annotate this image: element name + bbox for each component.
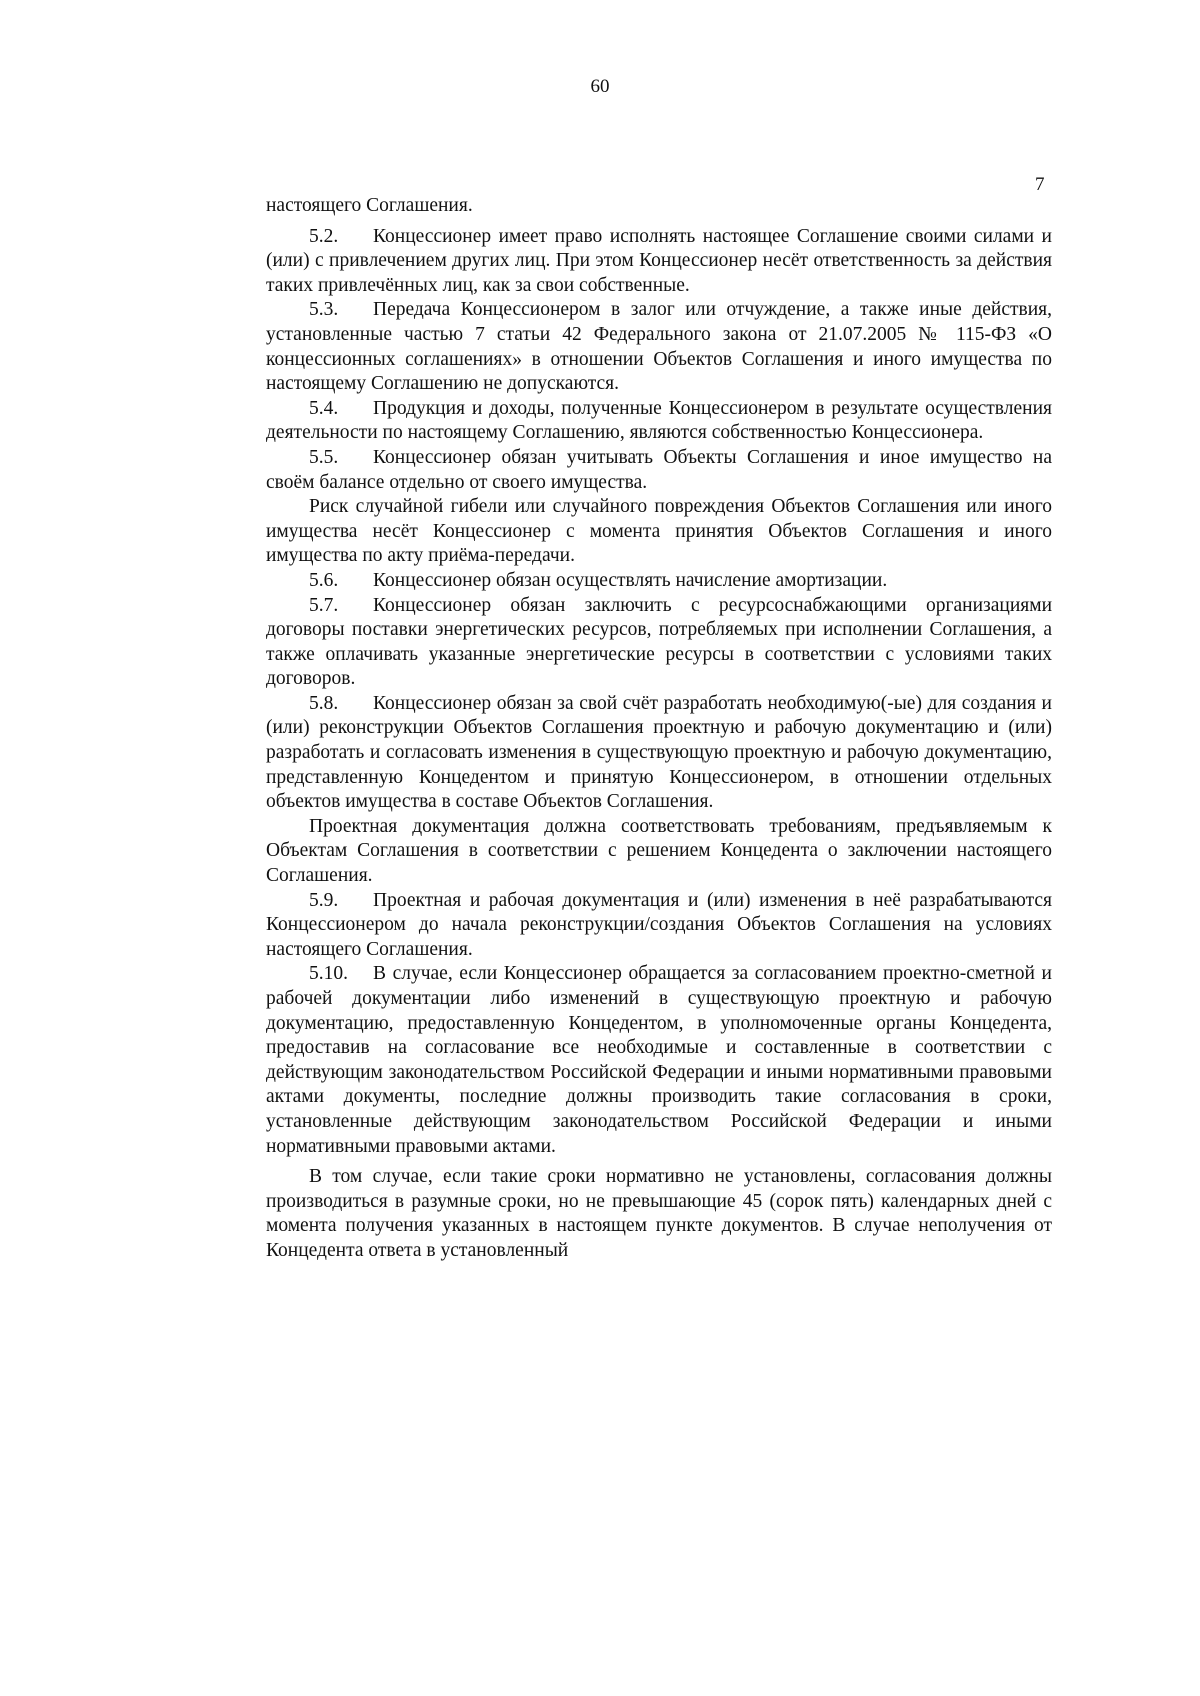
clause-5-3 — [266, 298, 1052, 396]
paragraph-text: Концессионер обязан осуществлять начисление амортизации. — [373, 569, 888, 591]
clause-number: 5.3. — [309, 299, 339, 321]
clause-number: 5.8. — [309, 692, 339, 714]
paragraph-text: В случае, если Концессионер обращается за согласованием проектно-сметной и рабочей документации либо изменений в существующую проектную и рабочую документацию, предоставленную Концедентом, в уполномоченные органы Концедента, предоставив на согласование все необходимые и составленные в соответствии с действующим законодательством Российской Федерации и иными нормативными правовыми актами документы, последние должны производить такие согласования в сроки, установленные действующим законодательством Российской Федерации и иными нормативными правовыми актами. — [266, 963, 1052, 1157]
clause-number: 5.4. — [309, 397, 339, 419]
paragraph-text: Концессионер обязан учитывать Объекты Соглашения и иное имущество на своём балансе отдельно от своего имущества. — [266, 446, 1052, 493]
paragraph-text: Риск случайной гибели или случайного повреждения Объектов Соглашения или иного имущества несёт Концессионер с момента принятия Объектов Соглашения и иного имущества по акту приёма-передачи. — [266, 496, 1052, 567]
paragraph-deadlines — [266, 1165, 1052, 1263]
clause-number: 5.7. — [309, 594, 339, 616]
clause-5-8 — [266, 692, 1052, 815]
paragraph-text: Проектная и рабочая документация и (или) изменения в неё разрабатываются Концессионером до начала реконструкции/создания Объектов Соглашения на условиях настоящего Соглашения. — [266, 889, 1052, 960]
clause-5-6 — [266, 569, 1052, 594]
paragraph-text: настоящего Соглашения. — [266, 195, 473, 216]
paragraph-text: Продукция и доходы, полученные Концессионером в результате осуществления деятельности по настоящему Соглашению, являются собственностью Концессионера. — [266, 397, 1052, 444]
paragraph-text: Передача Концессионером в залог или отчуждение, а также иные действия, установленные частью 7 статьи 42 Федерального закона от 21.07.2005 № 115-ФЗ «О концессионных соглашениях» в отношении Объектов Соглашения и иного имущества по настоящему Соглашению не допускаются. — [266, 299, 1052, 395]
paragraph-text: Проектная документация должна соответствовать требованиям, предъявляемым к Объектам Соглашения в соответствии с решением Концедента о заключении настоящего Соглашения. — [266, 815, 1052, 887]
paragraph-text: В том случае, если такие сроки нормативно не установлены, согласования должны производиться в разумные сроки, но не превышающие 45 (сорок пять) календарных дней с момента получения указанных в настоящем пункте документов. В случае неполучения от Концедента ответа в установленный — [266, 1166, 1052, 1261]
paragraph-project-documentation — [266, 815, 1052, 889]
document-body — [266, 194, 1052, 1264]
paragraph-text: Концессионер имеет право исполнять настоящее Соглашение своими силами и (или) с привлечением других лиц. При этом Концессионер несёт ответственность за действия таких привлечённых лиц, как за свои собственные. — [266, 225, 1052, 296]
clause-5-5 — [266, 446, 1052, 495]
page-number-corner: 7 — [1035, 174, 1045, 195]
clause-number: 5.6. — [309, 569, 339, 591]
paragraph-risk — [266, 495, 1052, 569]
page-number-top: 60 — [590, 76, 610, 97]
clause-5-9 — [266, 889, 1052, 963]
paragraph-continuation — [266, 194, 1052, 219]
clause-number: 5.2. — [309, 225, 339, 247]
clause-5-2 — [266, 225, 1052, 299]
clause-number: 5.10. — [309, 963, 348, 985]
clause-5-10 — [266, 962, 1052, 1159]
clause-number: 5.5. — [309, 446, 339, 468]
paragraph-text: Концессионер обязан заключить с ресурсоснабжающими организациями договоры поставки энергетических ресурсов, потребляемых при исполнении Соглашения, а также оплачивать указанные энергетические ресурсы в соответствии с условиями таких договоров. — [266, 594, 1052, 690]
clause-5-7 — [266, 594, 1052, 692]
clause-number: 5.9. — [309, 889, 339, 911]
paragraph-text: Концессионер обязан за свой счёт разработать необходимую(-ые) для создания и (или) реконструкции Объектов Соглашения проектную и рабочую документацию и (или) разработать и согласовать изменения в существующую проектную и рабочую документацию, представленную Концедентом и принятую Концессионером, в отношении отдельных объектов имущества в составе Объектов Соглашения. — [266, 692, 1052, 813]
clause-5-4 — [266, 397, 1052, 446]
